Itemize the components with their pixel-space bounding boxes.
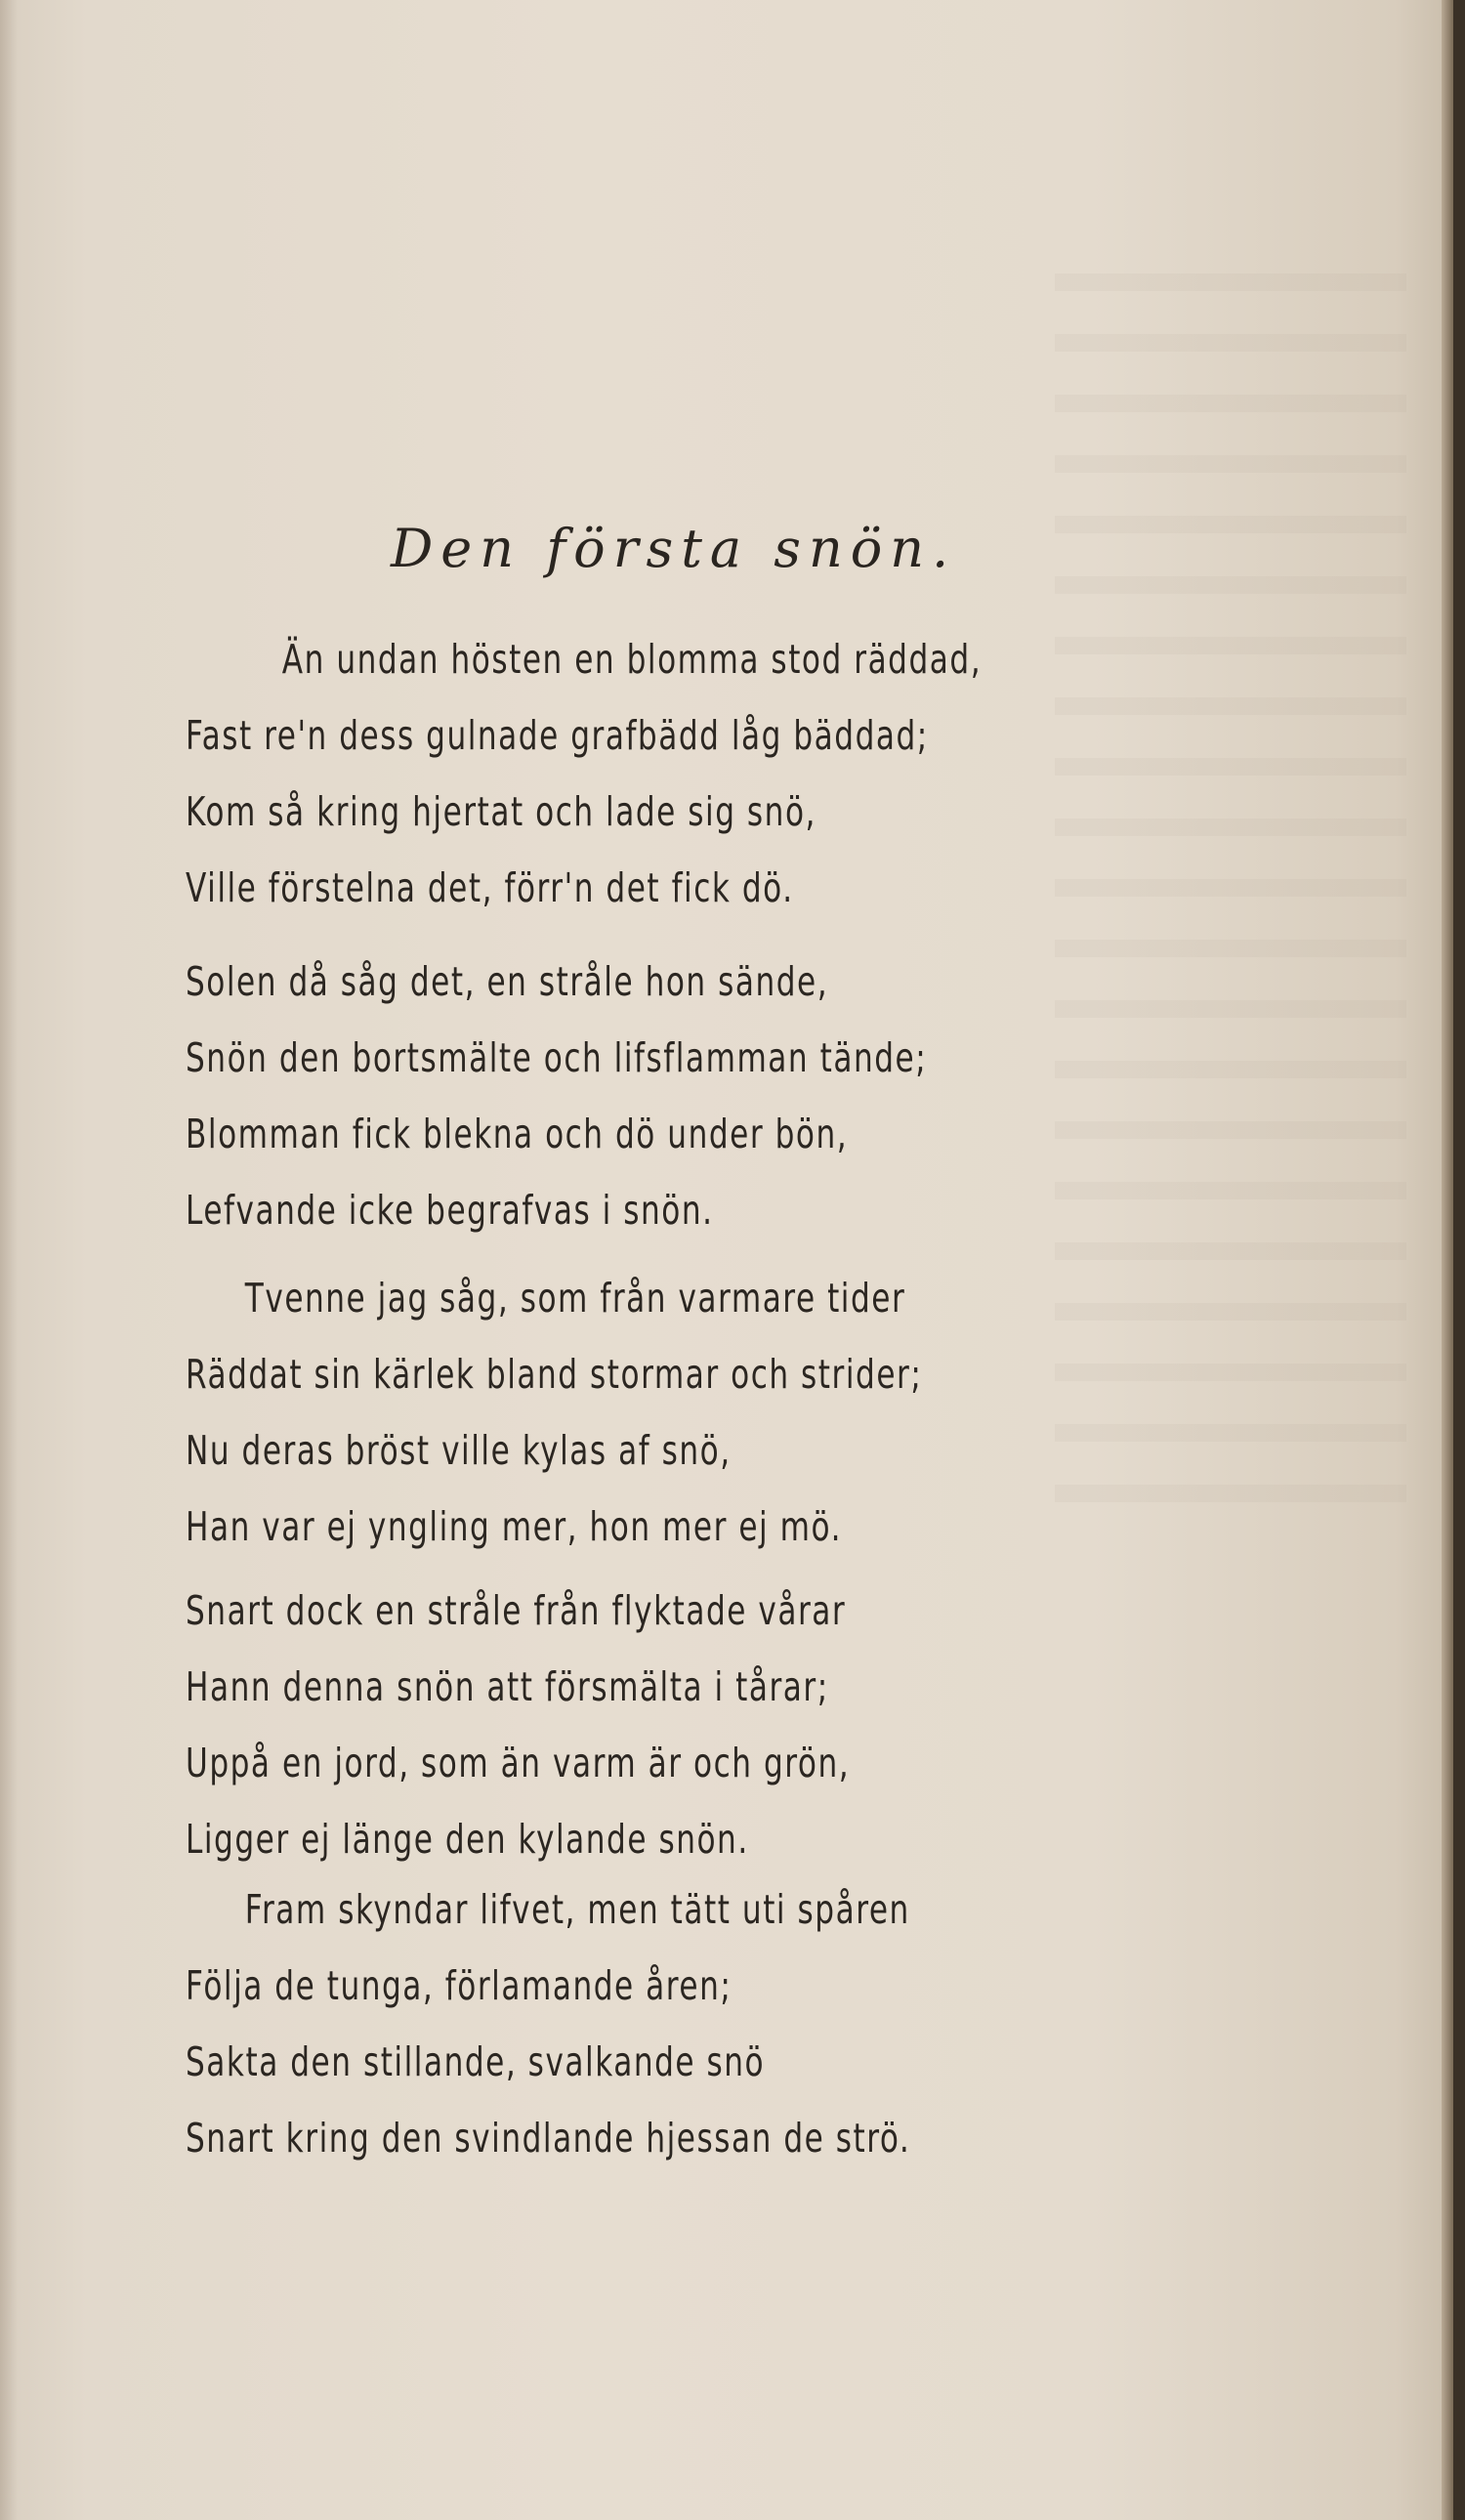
- poem-line: Följa de tunga, förlamande åren;: [186, 1962, 732, 2009]
- poem-line: Ville förstelna det, förr'n det fick dö.: [186, 864, 794, 911]
- poem-line: Tvenne jag såg, som från varmare tider: [244, 1275, 906, 1322]
- stanza-1: [186, 621, 1162, 926]
- poem-line: Hann denna snön att försmälta i tårar;: [186, 1663, 829, 1710]
- poem-line: Kom så kring hjertat och lade sig snö,: [186, 788, 816, 835]
- poem-line: Fast re'n dess gulnade grafbädd låg bäddad;: [186, 712, 929, 759]
- poem-title: Den första snön.: [391, 518, 957, 579]
- poem-line: Fram skyndar lifvet, men tätt uti spåren: [244, 1886, 910, 1933]
- poem-line: Sakta den stillande, svalkande snö: [186, 2038, 766, 2085]
- poem-line: Uppå en jord, som än varm är och grön,: [186, 1740, 851, 1786]
- page-gutter-shadow: [0, 0, 18, 2520]
- stanza-2: [186, 944, 1162, 1248]
- poem-line: Ligger ej länge den kylande snön.: [186, 1816, 749, 1863]
- stanza-4: [186, 1573, 1162, 1877]
- poem-line: Räddat sin kärlek bland stormar och strider;: [186, 1351, 923, 1398]
- poem-line: Än undan hösten en blomma stod räddad,: [281, 636, 983, 683]
- poem-line: Snön den bortsmälte och lifsflamman tände;: [186, 1034, 928, 1081]
- poem-line: Lefvande icke begrafvas i snön.: [186, 1187, 714, 1234]
- poem-line: Snart dock en stråle från flyktade vårar: [186, 1587, 847, 1634]
- poem-line: Snart kring den svindlande hjessan de strö.: [186, 2115, 911, 2162]
- poem-line: Nu deras bröst ville kylas af snö,: [186, 1427, 732, 1474]
- stanza-3: [186, 1260, 1162, 1565]
- poem-line: Blomman fick blekna och dö under bön,: [186, 1111, 849, 1157]
- page-edge: [1442, 0, 1453, 2520]
- poem-line: Solen då såg det, en stråle hon sände,: [186, 958, 829, 1005]
- stanza-5: [186, 1871, 1162, 2176]
- poem-line: Han var ej yngling mer, hon mer ej mö.: [186, 1503, 843, 1550]
